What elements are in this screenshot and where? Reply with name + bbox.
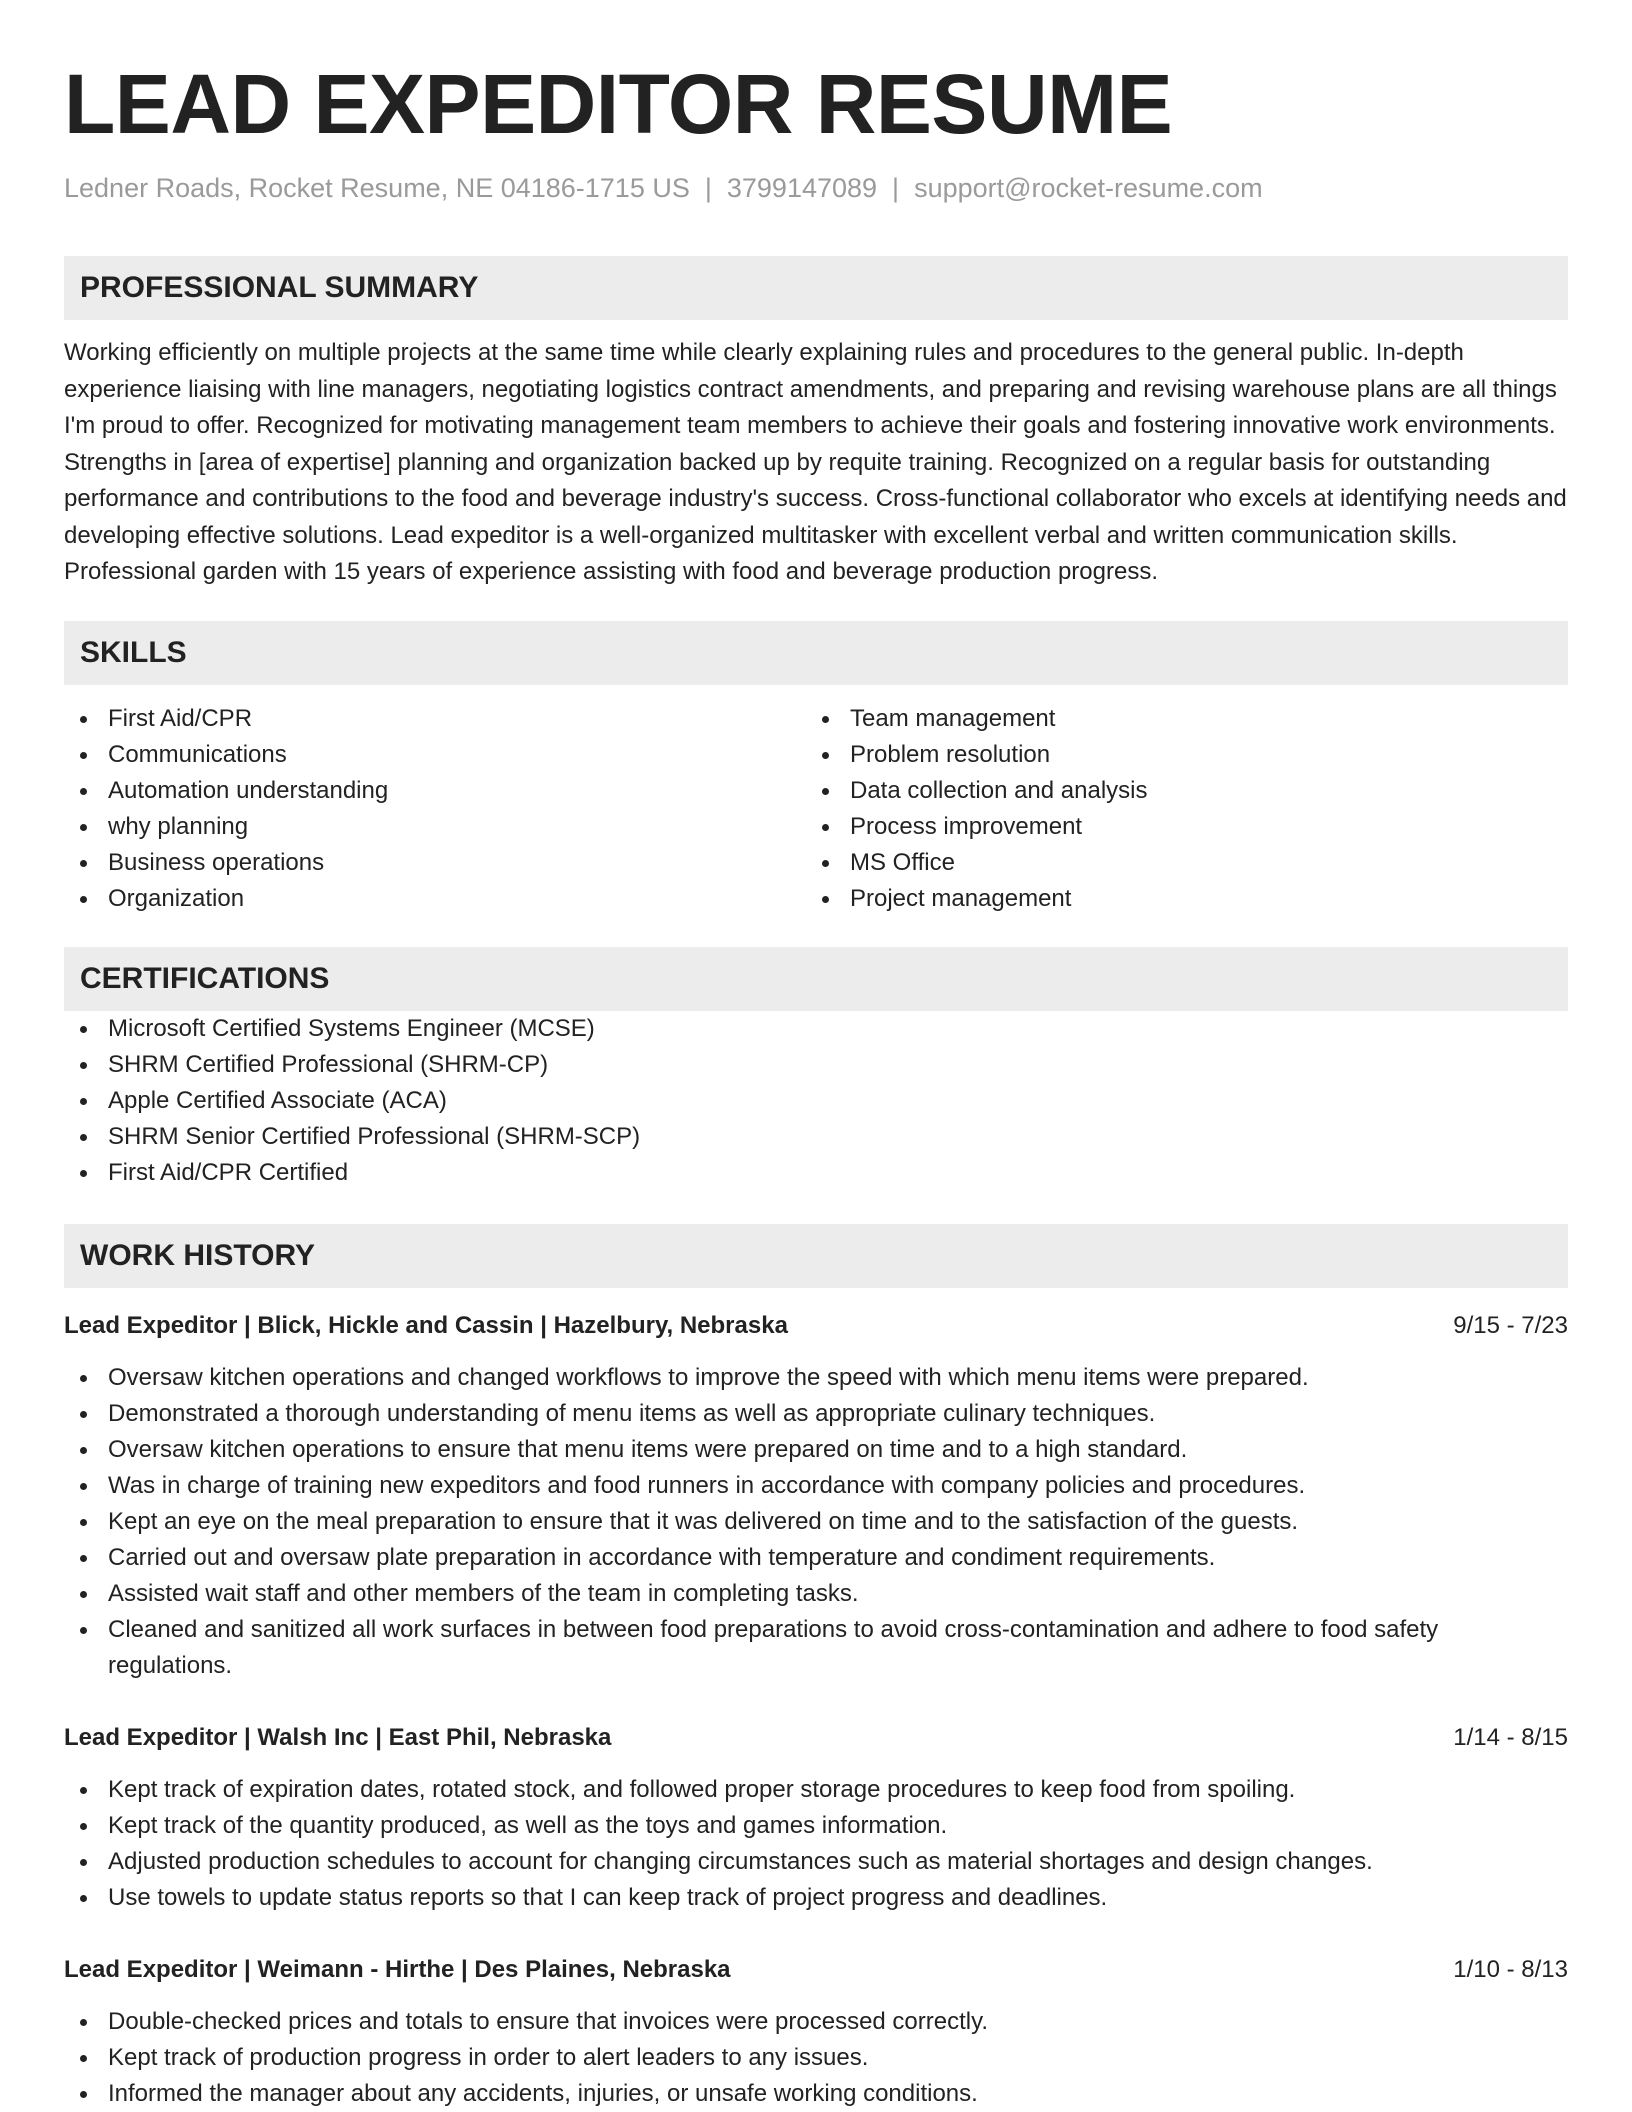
skill-item: Process improvement: [806, 809, 1568, 845]
skill-item: Organization: [64, 881, 806, 917]
job-bullet: Kept track of the quantity produced, as well as the toys and games information.: [64, 1808, 1568, 1844]
job-bullet: Oversaw kitchen operations to ensure that menu items were prepared on time and to a high standard.: [64, 1432, 1568, 1468]
job-bullets: [64, 1772, 1568, 1916]
skills-column-left: [64, 701, 806, 917]
skill-item: Automation understanding: [64, 773, 806, 809]
certification-item: SHRM Senior Certified Professional (SHRM-SCP): [64, 1119, 1568, 1155]
job-header: [64, 1952, 1568, 1988]
skill-item: Business operations: [64, 845, 806, 881]
contact-phone: 3799147089: [726, 173, 878, 203]
skill-item: Data collection and analysis: [806, 773, 1568, 809]
job-entry: [64, 1308, 1568, 1684]
job-entry: [64, 1952, 1568, 2112]
skills-list: [64, 701, 1568, 917]
certification-item: Apple Certified Associate (ACA): [64, 1083, 1568, 1119]
work-history-heading: WORK HISTORY: [64, 1224, 1568, 1288]
skill-item: Project management: [806, 881, 1568, 917]
job-dates: 1/14 - 8/15: [1453, 1723, 1568, 1751]
job-entry: [64, 1720, 1568, 1916]
job-bullet: Cleaned and sanitized all work surfaces in between food preparations to avoid cross-contamination and adhere to food safety regulations.: [64, 1612, 1568, 1684]
job-bullet: Carried out and oversaw plate preparation in accordance with temperature and condiment requirements.: [64, 1540, 1568, 1576]
contact-email: support@rocket-resume.com: [914, 173, 1263, 203]
job-bullets: [64, 2004, 1568, 2112]
job-bullet: Use towels to update status reports so that I can keep track of project progress and deadlines.: [64, 1880, 1568, 1916]
skill-item: Communications: [64, 737, 806, 773]
skill-item: Team management: [806, 701, 1568, 737]
skill-item: First Aid/CPR: [64, 701, 806, 737]
job-dates: 9/15 - 7/23: [1453, 1311, 1568, 1339]
job-bullet: Informed the manager about any accidents, injuries, or unsafe working conditions.: [64, 2076, 1568, 2112]
skill-item: MS Office: [806, 845, 1568, 881]
job-bullet: Was in charge of training new expeditors and food runners in accordance with company policies and procedures.: [64, 1468, 1568, 1504]
job-bullet: Double-checked prices and totals to ensure that invoices were processed correctly.: [64, 2004, 1568, 2040]
job-bullet: Demonstrated a thorough understanding of menu items as well as appropriate culinary techniques.: [64, 1396, 1568, 1432]
job-title: Lead Expeditor | Weimann - Hirthe | Des Plaines, Nebraska: [64, 1955, 731, 1983]
skill-item: Problem resolution: [806, 737, 1568, 773]
skill-item: why planning: [64, 809, 806, 845]
job-bullet: Kept an eye on the meal preparation to ensure that it was delivered on time and to the satisfaction of the guests.: [64, 1504, 1568, 1540]
job-title: Lead Expeditor | Walsh Inc | East Phil, Nebraska: [64, 1723, 612, 1751]
job-dates: 1/10 - 8/13: [1453, 1955, 1568, 1983]
contact-line: [64, 170, 1568, 206]
skills-column-right: [806, 701, 1568, 917]
certification-item: SHRM Certified Professional (SHRM-CP): [64, 1047, 1568, 1083]
job-bullet: Oversaw kitchen operations and changed workflows to improve the speed with which menu items were prepared.: [64, 1360, 1568, 1396]
job-bullet: Assisted wait staff and other members of the team in completing tasks.: [64, 1576, 1568, 1612]
contact-separator: |: [704, 173, 712, 203]
job-bullets: [64, 1360, 1568, 1684]
certifications-heading: CERTIFICATIONS: [64, 947, 1568, 1011]
contact-separator: |: [892, 173, 900, 203]
skills-heading: SKILLS: [64, 621, 1568, 685]
page-title: LEAD EXPEDITOR RESUME: [64, 57, 1173, 151]
job-header: [64, 1720, 1568, 1756]
summary-text: Working efficiently on multiple projects at the same time while clearly explaining rules and procedures to the general public. In-depth experience liaising with line managers, negotiating logistics contract amendments, and preparing and revising warehouse plans are all things I'm proud to offer. Recognized for motivating management team members to achieve their goals and fostering innovative work environments. Strengths in [area of expertise] planning and organization backed up by requite training. Recognized on a regular basis for outstanding performance and contributions to the food and beverage industry's success. Cross-functional collaborator who excels at identifying needs and developing effective solutions. Lead expeditor is a well-organized multitasker with excellent verbal and written communication skills. Professional garden with 15 years of experience assisting with food and beverage production progress.: [64, 339, 1567, 585]
job-bullet: Adjusted production schedules to account for changing circumstances such as material shortages and design changes.: [64, 1844, 1568, 1880]
job-header: [64, 1308, 1568, 1344]
job-bullet: Kept track of expiration dates, rotated stock, and followed proper storage procedures to keep food from spoiling.: [64, 1772, 1568, 1808]
job-bullet: Kept track of production progress in order to alert leaders to any issues.: [64, 2040, 1568, 2076]
certification-item: First Aid/CPR Certified: [64, 1155, 1568, 1191]
job-title: Lead Expeditor | Blick, Hickle and Cassin | Hazelbury, Nebraska: [64, 1311, 788, 1339]
certifications-list: [64, 1011, 1568, 1191]
summary-heading: PROFESSIONAL SUMMARY: [64, 256, 1568, 320]
contact-address: Ledner Roads, Rocket Resume, NE 04186-1715 US: [64, 173, 690, 203]
certification-item: Microsoft Certified Systems Engineer (MCSE): [64, 1011, 1568, 1047]
